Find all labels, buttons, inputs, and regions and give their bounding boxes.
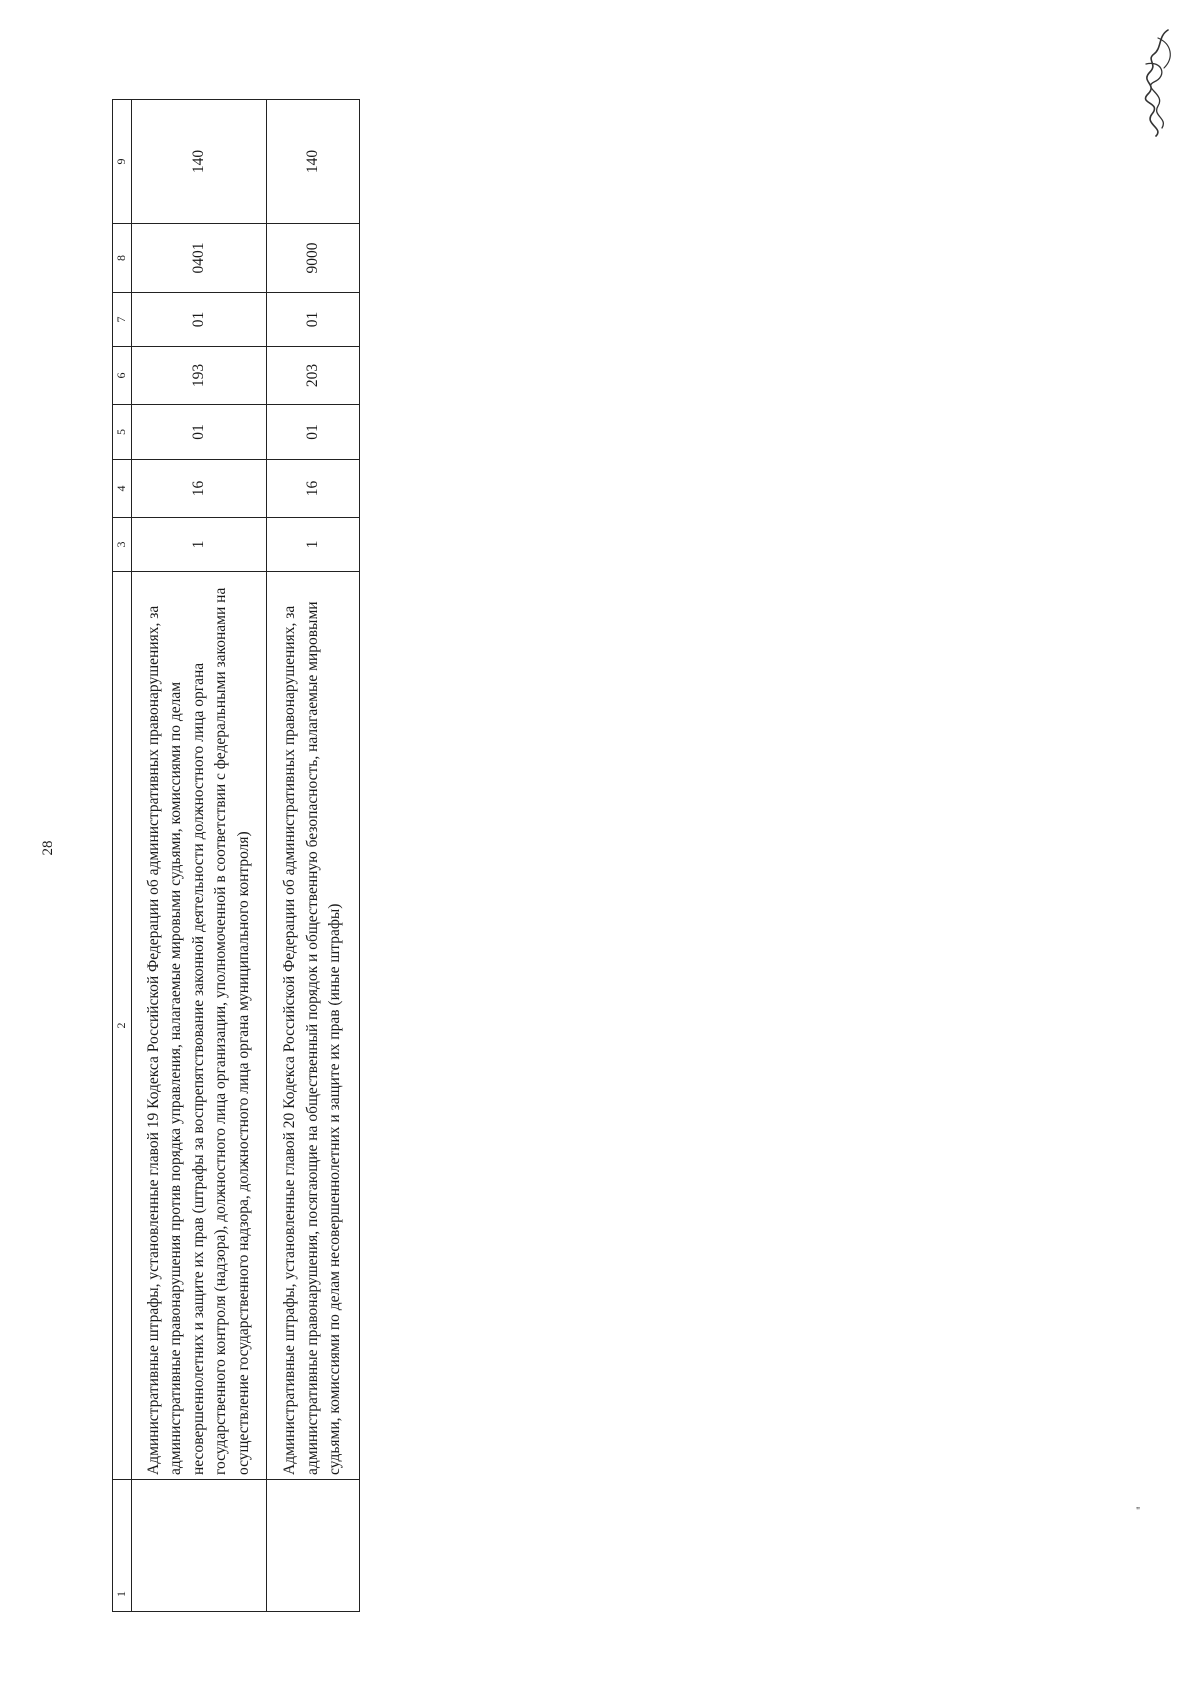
description-cell: Административные штрафы, установленные главой 20 Кодекса Российской Федерации об административных правонарушениях, за административные правонарушения, посягающие на общественный порядок и общественную безопасность, налагаемые мировыми судьями, комиссиями по делам несовершеннолетних и защите их прав (иные штрафы) — [267, 572, 360, 1480]
code-cell: 203 — [267, 347, 360, 405]
code-cell: 140 — [132, 100, 267, 224]
code-cell: 01 — [132, 405, 267, 460]
code-cell: 01 — [267, 293, 360, 347]
header-cell: 9 — [113, 100, 132, 224]
header-cell: 6 — [113, 347, 132, 405]
header-cell: 7 — [113, 293, 132, 347]
description-cell: Административные штрафы, установленные главой 19 Кодекса Российской Федерации об административных правонарушениях, за административные правонарушения против порядка управления, налагаемые мировыми судьями, комиссиями по делам несовершеннолетних и защите их прав (штрафы за воспрепятствование законной деятельности должностного лица органа государственного контроля (надзора), должностного лица организации, уполномоченной в соответствии с федеральными законами на осуществление государственного надзора, должностного лица органа муниципального контроля) — [132, 572, 267, 1480]
code-cell: 0401 — [132, 224, 267, 293]
table-header-row — [113, 100, 132, 1612]
page-number: 28 — [40, 840, 56, 856]
code-cell: 1 — [267, 518, 360, 572]
header-cell: 8 — [113, 224, 132, 293]
code-cell: 01 — [132, 293, 267, 347]
code-cell: 1 — [132, 518, 267, 572]
code-cell: 16 — [267, 460, 360, 518]
code-cell: 193 — [132, 347, 267, 405]
header-cell: 2 — [113, 572, 132, 1480]
header-cell: 1 — [113, 1480, 132, 1612]
code-cell: 16 — [132, 460, 267, 518]
row-number-cell — [267, 1480, 360, 1612]
handwritten-signature-icon — [1128, 24, 1184, 144]
row-number-cell — [132, 1480, 267, 1612]
header-cell: 4 — [113, 460, 132, 518]
code-cell: 01 — [267, 405, 360, 460]
rotated-page — [0, 32, 1200, 1612]
revenue-codes-table — [112, 99, 360, 1612]
code-cell: 9000 — [267, 224, 360, 293]
header-cell: 3 — [113, 518, 132, 572]
closing-quote-mark: " — [1136, 1506, 1141, 1517]
table-row — [267, 100, 360, 1612]
header-cell: 5 — [113, 405, 132, 460]
table-row — [132, 100, 267, 1612]
code-cell: 140 — [267, 100, 360, 224]
